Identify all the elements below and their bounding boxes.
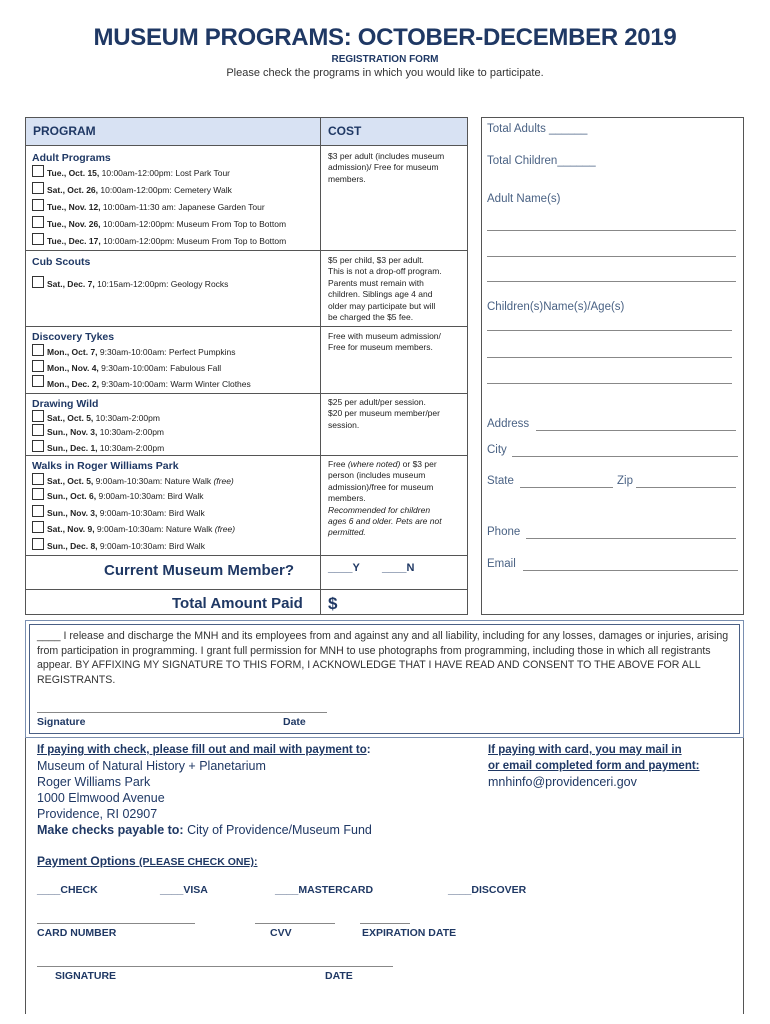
cost-adult: $3 per adult (includes museum admission)/ Free for museum members. bbox=[328, 151, 445, 184]
payment-date-label: DATE bbox=[325, 970, 353, 982]
list-item: Sat., Dec. 7, 10:15am-12:00pm: Geology Rocks bbox=[47, 279, 229, 289]
cost-walks: Free (where noted) or $3 per person (includes museum admission)/free for museum members. Recommended for children ages 6 and older. Pets are not permitted. bbox=[328, 459, 442, 538]
list-item: Tue., Nov. 26, 10:00am-12:00pm: Museum From Top to Bottom bbox=[47, 219, 287, 229]
section-title-adult: Adult Programs bbox=[32, 152, 111, 164]
payment-signature-line[interactable] bbox=[37, 966, 393, 967]
address-line[interactable] bbox=[536, 430, 736, 431]
cvv-label: CVV bbox=[270, 927, 292, 939]
payment-options-label: Payment Options (PLEASE CHECK ONE): bbox=[37, 854, 258, 868]
option-visa[interactable]: ____VISA bbox=[160, 884, 208, 896]
total-amount-field[interactable]: $ bbox=[328, 594, 338, 613]
zip-line[interactable] bbox=[636, 487, 736, 488]
card-number-label: CARD NUMBER bbox=[37, 927, 117, 939]
member-no-field[interactable]: ____N bbox=[382, 562, 415, 574]
list-item: Sun., Dec. 1, 10:30am-2:00pm bbox=[47, 443, 165, 453]
adult-name-line[interactable] bbox=[487, 230, 736, 231]
list-item: Sat., Oct. 5, 10:30am-2:00pm bbox=[47, 413, 160, 423]
option-check[interactable]: ____CHECK bbox=[37, 884, 98, 896]
registrant-info-panel bbox=[481, 117, 744, 615]
checkbox-adult-4[interactable] bbox=[32, 216, 44, 228]
card-payment-heading-1: If paying with card, you may mail in bbox=[488, 744, 682, 756]
total-adults-field[interactable]: Total Adults ______ bbox=[487, 123, 588, 135]
total-children-field[interactable]: Total Children______ bbox=[487, 155, 596, 167]
checkbox-walks-1[interactable] bbox=[32, 473, 44, 485]
section-divider bbox=[25, 555, 468, 556]
child-name-line[interactable] bbox=[487, 330, 732, 331]
city-line[interactable] bbox=[512, 456, 738, 457]
list-item: Mon., Dec. 2, 9:30am-10:00am: Warm Winter Clothes bbox=[47, 379, 251, 389]
zip-label: Zip bbox=[617, 475, 633, 487]
adult-name-line[interactable] bbox=[487, 281, 736, 282]
payment-signature-label: SIGNATURE bbox=[55, 970, 117, 982]
list-item: Sun., Nov. 3, 10:30am-2:00pm bbox=[47, 427, 165, 437]
cvv-line[interactable] bbox=[255, 923, 335, 924]
phone-label: Phone bbox=[487, 526, 521, 538]
checkbox-walks-3[interactable] bbox=[32, 505, 44, 517]
checkbox-adult-3[interactable] bbox=[32, 199, 44, 211]
signature-label: Signature bbox=[37, 716, 86, 728]
list-item: Mon., Oct. 7, 9:30am-10:00am: Perfect Pumpkins bbox=[47, 347, 236, 357]
list-item: Mon., Nov. 4, 9:30am-10:00am: Fabulous Fall bbox=[47, 363, 222, 373]
checkbox-walks-5[interactable] bbox=[32, 538, 44, 550]
instruction-text: Please check the programs in which you would like to participate. bbox=[226, 67, 544, 79]
list-item: Tue., Nov. 12, 10:00am-11:30 am: Japanese Garden Tour bbox=[47, 202, 265, 212]
list-item: Tue., Oct. 15, 10:00am-12:00pm: Lost Park Tour bbox=[47, 168, 231, 178]
member-yes-field[interactable]: ____Y bbox=[328, 562, 360, 574]
email-label: Email bbox=[487, 558, 516, 570]
current-member-label: Current Museum Member? bbox=[104, 562, 295, 579]
cost-drawing-wild: $25 per adult/per session. $20 per museum member/per session. bbox=[328, 397, 440, 430]
card-email[interactable]: mnhinfo@providenceri.gov bbox=[488, 775, 637, 789]
section-title-discovery-tykes: Discovery Tykes bbox=[32, 331, 115, 343]
release-statement: ____ I release and discharge the MNH and its employees from and against any and all liability, including for any losses, damages or injuries, arising from participation in programming. I grant full permission for MNH to use photographs from programming, including those in which all registrants appear. BY AFFIXING MY SIGNATURE TO THIS FORM, I ACKNOWLEDGE THAT I HAVE READ AND CONSENT TO THE ABOVE FOR ALL REGISTRANTS. bbox=[37, 630, 729, 686]
checkbox-walks-4[interactable] bbox=[32, 521, 44, 533]
checkbox-tykes-2[interactable] bbox=[32, 360, 44, 372]
list-item: Sun., Nov. 3, 9:00am-10:30am: Bird Walk bbox=[47, 508, 205, 518]
date-label: Date bbox=[283, 716, 306, 728]
section-divider bbox=[25, 326, 468, 327]
section-divider bbox=[25, 393, 468, 394]
total-amount-label: Total Amount Paid bbox=[172, 595, 303, 612]
phone-line[interactable] bbox=[526, 538, 736, 539]
card-number-line[interactable] bbox=[37, 923, 195, 924]
cost-cub-scouts: $5 per child, $3 per adult. This is not a drop-off program. Parents must remain with children. Siblings age 4 and older may participate but will be charged the $5 fee. bbox=[328, 255, 442, 323]
list-item: Tue., Dec. 17, 10:00am-12:00pm: Museum From Top to Bottom bbox=[47, 236, 287, 246]
checkbox-drawing-1[interactable] bbox=[32, 410, 44, 422]
adult-names-label: Adult Name(s) bbox=[487, 193, 561, 205]
checkbox-cub-1[interactable] bbox=[32, 276, 44, 288]
checkbox-tykes-1[interactable] bbox=[32, 344, 44, 356]
checkbox-adult-2[interactable] bbox=[32, 182, 44, 194]
children-names-label: Children(s)Name(s)/Age(s) bbox=[487, 301, 625, 313]
checkbox-tykes-3[interactable] bbox=[32, 375, 44, 387]
list-item: Sun., Oct. 6, 9:00am-10:30am: Bird Walk bbox=[47, 491, 204, 501]
state-line[interactable] bbox=[520, 487, 613, 488]
checkbox-drawing-2[interactable] bbox=[32, 424, 44, 436]
checkbox-adult-1[interactable] bbox=[32, 165, 44, 177]
mailing-address: Museum of Natural History + Planetarium Roger Williams Park 1000 Elmwood Avenue Providence, RI 02907 bbox=[37, 759, 266, 821]
section-title-drawing-wild: Drawing Wild bbox=[32, 398, 99, 410]
section-divider bbox=[25, 455, 468, 456]
child-name-line[interactable] bbox=[487, 357, 732, 358]
section-divider bbox=[25, 589, 468, 590]
page-title: MUSEUM PROGRAMS: OCTOBER-DECEMBER 2019 bbox=[93, 24, 677, 51]
checkbox-walks-2[interactable] bbox=[32, 488, 44, 500]
expiration-label: EXPIRATION DATE bbox=[362, 927, 457, 939]
form-subtitle: REGISTRATION FORM bbox=[331, 54, 439, 65]
state-label: State bbox=[487, 475, 514, 487]
check-payment-heading: If paying with check, please fill out and mail with payment to: bbox=[37, 744, 371, 756]
city-label: City bbox=[487, 444, 507, 456]
adult-name-line[interactable] bbox=[487, 256, 736, 257]
cost-discovery-tykes: Free with museum admission/ Free for museum members. bbox=[328, 331, 441, 353]
signature-line[interactable] bbox=[37, 712, 327, 713]
section-title-cub-scouts: Cub Scouts bbox=[32, 256, 91, 268]
checkbox-drawing-3[interactable] bbox=[32, 440, 44, 452]
list-item: Sat., Oct. 26, 10:00am-12:00pm: Cemetery Walk bbox=[47, 185, 232, 195]
expiration-line[interactable] bbox=[360, 923, 410, 924]
option-discover[interactable]: ____DISCOVER bbox=[448, 884, 527, 896]
column-divider bbox=[320, 117, 321, 615]
checkbox-adult-5[interactable] bbox=[32, 233, 44, 245]
card-payment-heading-2: or email completed form and payment: bbox=[488, 760, 700, 772]
child-name-line[interactable] bbox=[487, 383, 732, 384]
email-line[interactable] bbox=[523, 570, 738, 571]
section-title-walks: Walks in Roger Williams Park bbox=[32, 460, 179, 472]
section-divider bbox=[25, 250, 468, 251]
list-item: Sun., Dec. 8, 9:00am-10:30am: Bird Walk bbox=[47, 541, 205, 551]
list-item: Sat., Oct. 5, 9:00am-10:30am: Nature Walk (free) bbox=[47, 476, 234, 486]
address-label: Address bbox=[487, 418, 530, 430]
list-item: Sat., Nov. 9, 9:00am-10:30am: Nature Walk (free) bbox=[47, 524, 236, 534]
cost-column-header: COST bbox=[328, 124, 362, 138]
program-column-header: PROGRAM bbox=[33, 124, 96, 138]
option-mastercard[interactable]: ____MASTERCARD bbox=[275, 884, 374, 896]
checks-payable-line: Make checks payable to: City of Providence/Museum Fund bbox=[37, 823, 372, 837]
